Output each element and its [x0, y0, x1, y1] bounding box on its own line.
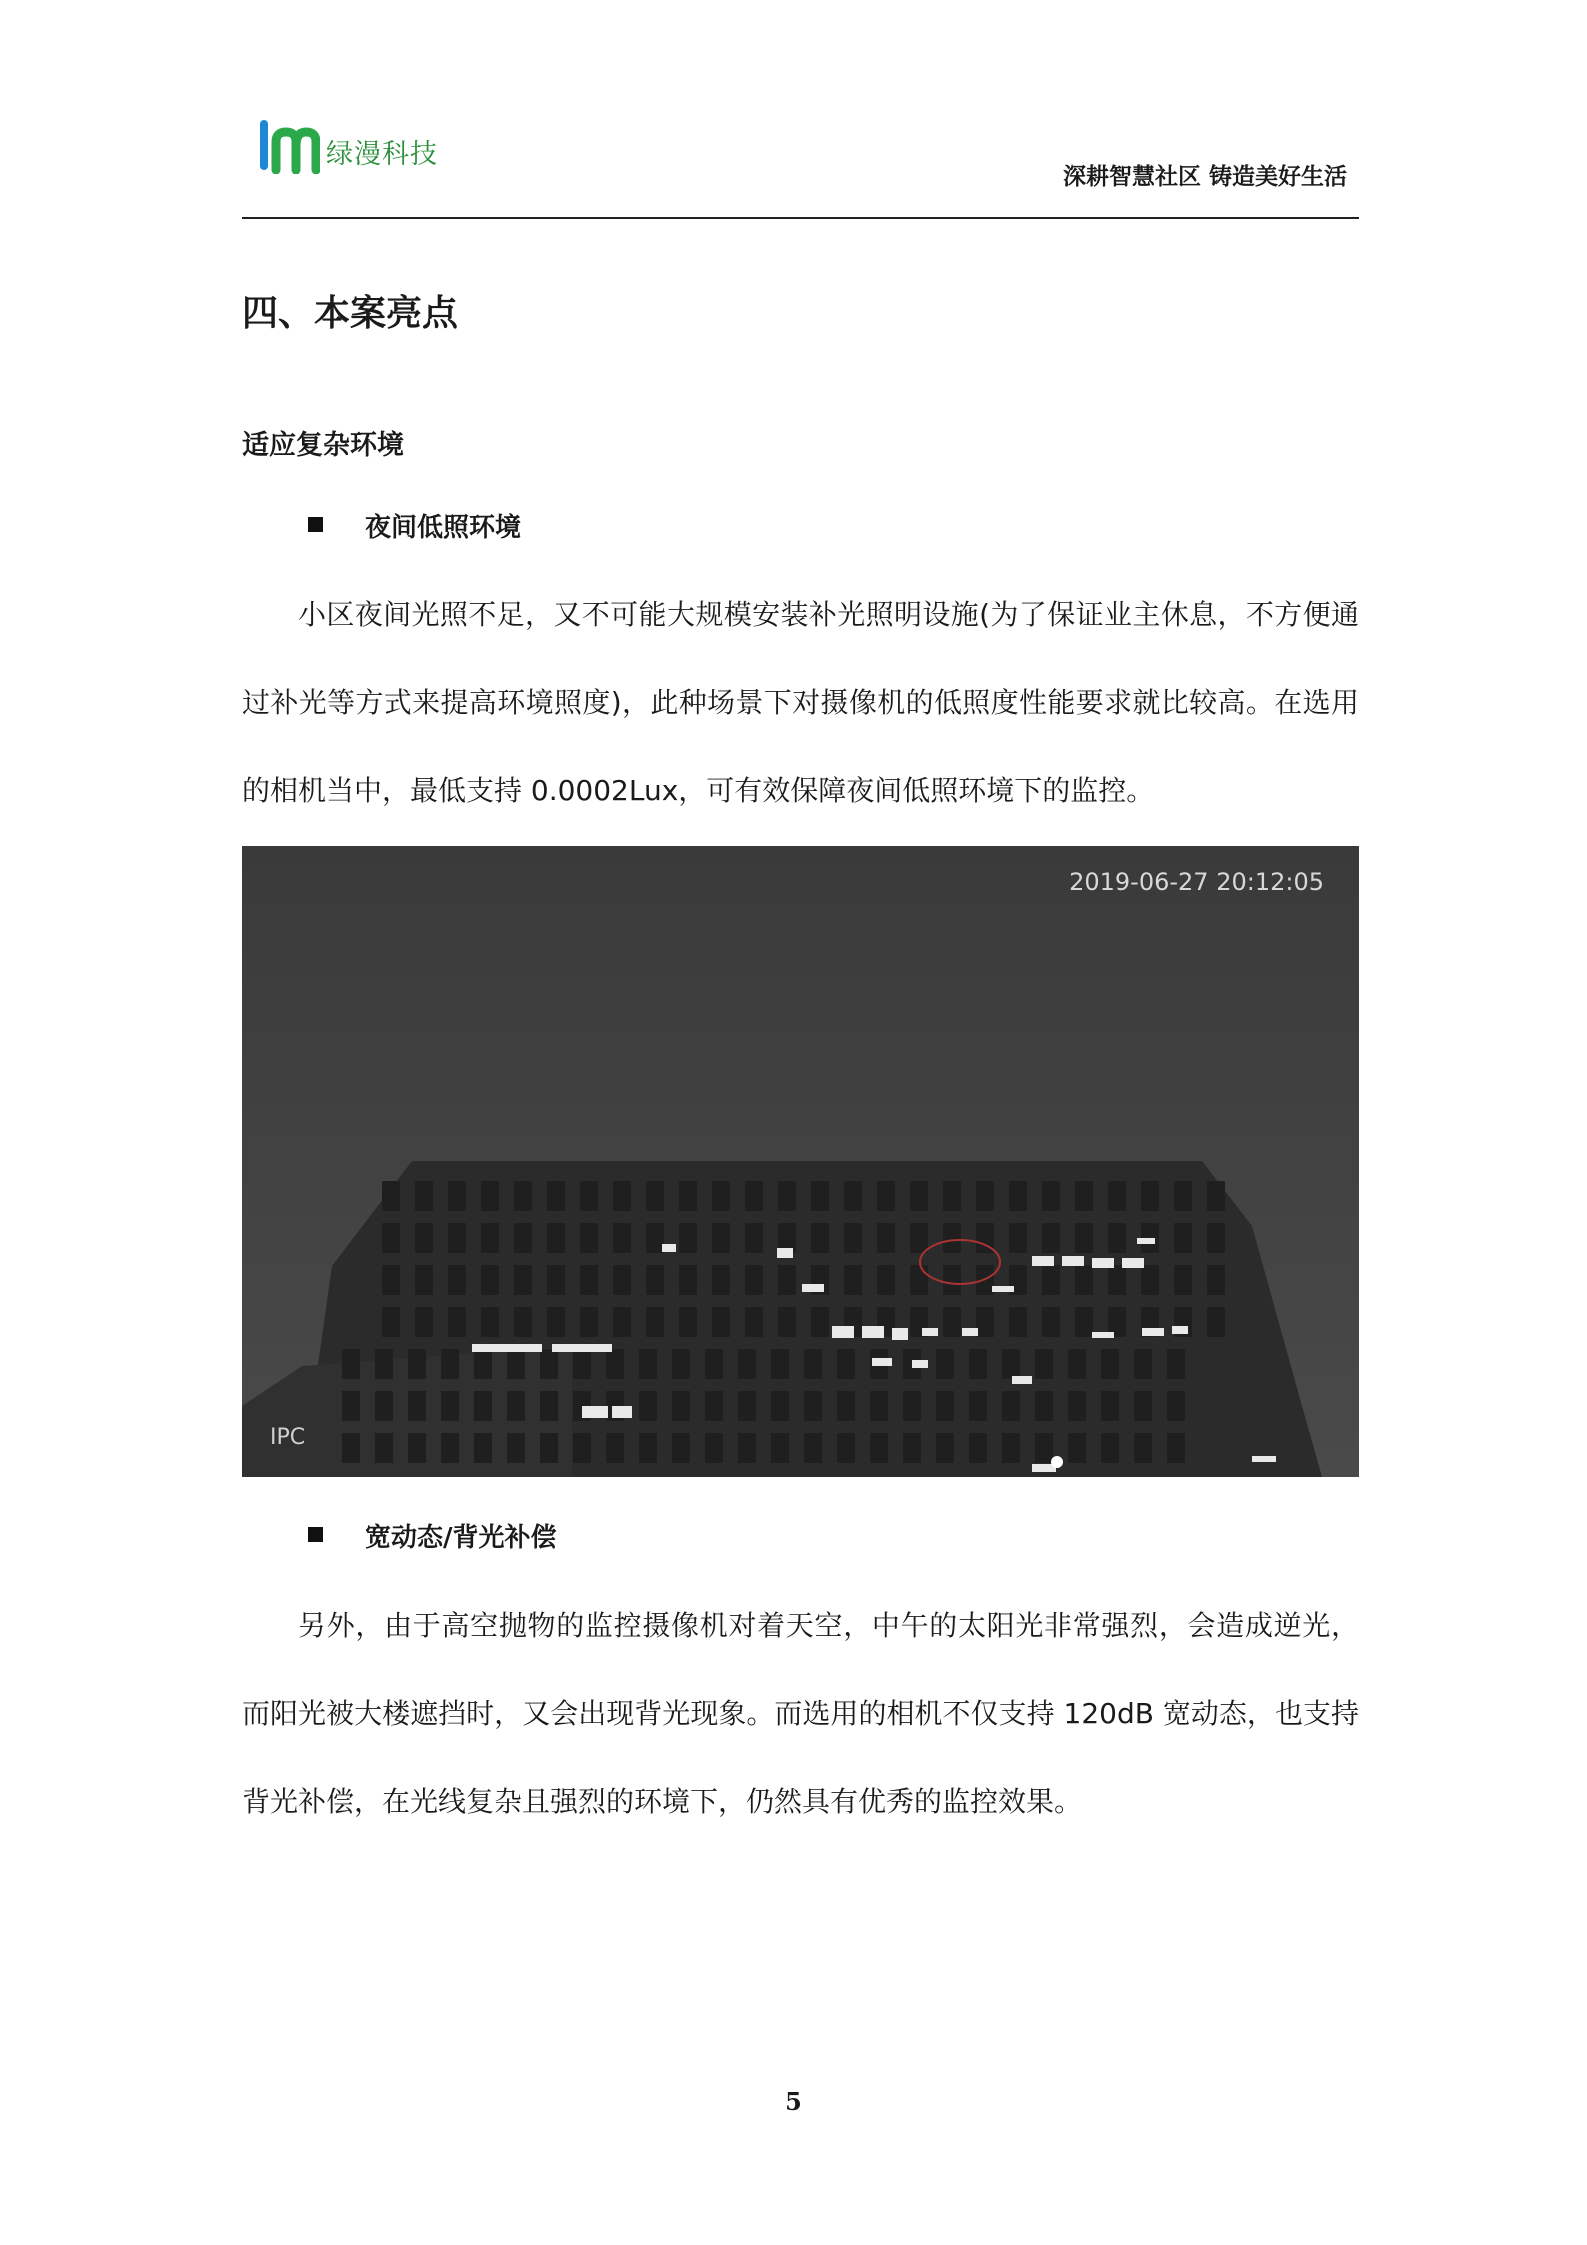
- square-bullet-icon: [308, 1527, 323, 1542]
- header-divider: [242, 217, 1359, 219]
- paragraph-wdr: 另外，由于高空抛物的监控摄像机对着天空，中午的太阳光非常强烈，会造成逆光，而阳光被大楼遮挡时，又会出现背光现象。而选用的相机不仅支持 120dB 宽动态，也支持背光补偿，在光线复杂且强烈的环境下，仍然具有优秀的监控效果。: [242, 1609, 1359, 1818]
- square-bullet-icon: [308, 517, 323, 532]
- lm-logo-icon: [258, 118, 320, 174]
- camera-timestamp: 2019-06-27 20:12:05: [1069, 868, 1324, 896]
- night-camera-photo: [242, 846, 1359, 1477]
- section-title: 四、本案亮点: [242, 293, 459, 334]
- company-name: 绿漫科技: [326, 139, 438, 170]
- bullet-heading-low-light: [308, 507, 521, 544]
- header-slogan: 深耕智慧社区 铸造美好生活: [1062, 164, 1347, 190]
- page-number: 5: [785, 2087, 802, 2116]
- bullet-heading-label: 宽动态/背光补偿: [365, 1523, 557, 1553]
- bullet-heading-label: 夜间低照环境: [365, 513, 522, 543]
- company-logo: [258, 116, 458, 176]
- paragraph-low-light: 小区夜间光照不足，又不可能大规模安装补光照明设施(为了保证业主休息，不方便通过补光等方式来提高环境照度)，此种场景下对摄像机的低照度性能要求就比较高。在选用的相机当中，最低支持 0.0002Lux，可有效保障夜间低照环境下的监控。: [242, 598, 1359, 807]
- bullet-heading-wdr: [308, 1517, 557, 1554]
- subheading: 适应复杂环境: [242, 430, 404, 461]
- camera-watermark: IPC: [270, 1425, 306, 1450]
